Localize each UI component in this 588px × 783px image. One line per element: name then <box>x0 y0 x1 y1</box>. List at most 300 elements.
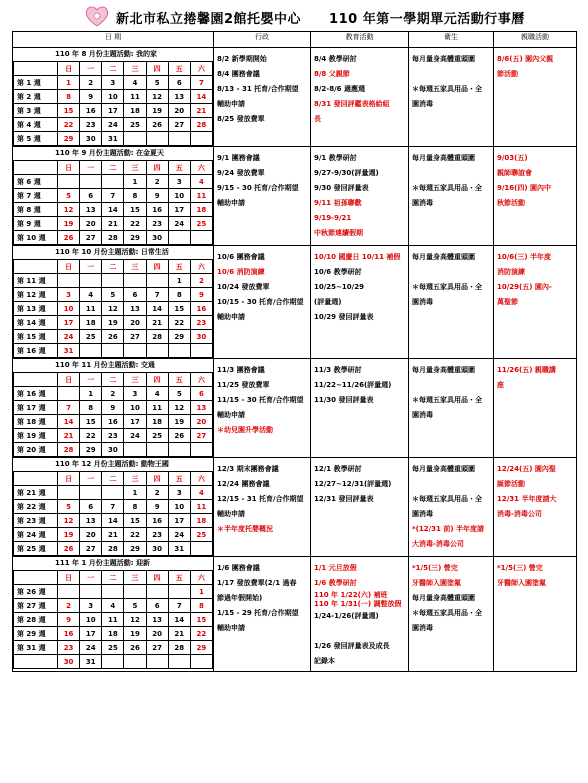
education-activities-cell-content <box>311 458 408 509</box>
weekday-label: 五 <box>168 571 190 585</box>
week-row <box>14 655 213 669</box>
week-label: 第 21 週 <box>14 486 58 500</box>
calendar-day: 29 <box>124 231 146 245</box>
admin-activities-cell-content <box>214 557 310 638</box>
calendar-day: 8 <box>190 599 212 613</box>
calendar-day <box>102 175 124 189</box>
event-line: 10/24 發放費單 <box>217 283 270 291</box>
education-activities-cell-content <box>311 48 408 129</box>
calendar-day: 1 <box>58 76 80 90</box>
weekday-label: 二 <box>102 260 124 274</box>
calendar-day: 18 <box>146 415 168 429</box>
calendar-day: 4 <box>190 486 212 500</box>
week-label-header <box>14 161 58 175</box>
event-line <box>412 265 490 280</box>
event-line: 9/30 發回評量表 <box>314 184 369 192</box>
calendar-day: 8 <box>124 189 146 203</box>
calendar-day: 8 <box>80 401 102 415</box>
calendar-day: 26 <box>146 118 168 132</box>
calendar-day: 23 <box>58 641 80 655</box>
week-row <box>14 175 213 189</box>
event-line: 輔助申請 <box>217 411 245 419</box>
event-line: 園消毒 <box>412 199 433 207</box>
calendar-day: 8 <box>58 90 80 104</box>
event-line: 10/6 教學研討 <box>314 268 362 276</box>
week-label: 第 12 週 <box>14 288 58 302</box>
calendar-day: 13 <box>80 203 102 217</box>
weekday-label: 六 <box>190 161 212 175</box>
calendar-day: 14 <box>58 415 80 429</box>
calendar-day: 3 <box>124 387 146 401</box>
calendar-day: 4 <box>146 387 168 401</box>
week-label: 第 2 週 <box>14 90 58 104</box>
weekday-label: 三 <box>124 472 146 486</box>
week-row <box>14 302 213 316</box>
calendar-day: 19 <box>58 528 80 542</box>
calendar-day <box>124 655 146 669</box>
calendar-day: 15 <box>168 302 190 316</box>
event-line: 長 <box>314 115 321 123</box>
week-label: 第 3 週 <box>14 104 58 118</box>
schedule-header-row <box>13 32 577 48</box>
week-label-header <box>14 571 58 585</box>
admin-activities-cell-content <box>214 246 310 327</box>
calendar-day <box>124 344 146 358</box>
weekday-label: 四 <box>146 260 168 274</box>
event-line: 1/24-1/26(評量週) <box>314 612 379 620</box>
calendar-day: 27 <box>190 429 212 443</box>
weekday-label: 一 <box>80 472 102 486</box>
calendar-day: 30 <box>102 443 124 457</box>
calendar-day: 18 <box>80 316 102 330</box>
event-line: 消毒-消毒公司 <box>497 510 542 518</box>
calendar-day: 28 <box>190 118 212 132</box>
event-line: 12/15 - 31 托育/合作期望 <box>217 495 304 503</box>
calendar-day: 22 <box>190 627 212 641</box>
calendar-day: 3 <box>58 288 80 302</box>
week-row <box>14 217 213 231</box>
calendar-day: 17 <box>124 415 146 429</box>
calendar-day: 10 <box>58 302 80 316</box>
event-line: 1/17 發放費單(2/1 過春 <box>217 579 297 587</box>
event-line: 1/26 發回評量表及成長 <box>314 642 390 650</box>
calendar-day <box>102 486 124 500</box>
event-line: 園消毒 <box>412 510 433 518</box>
weekday-label: 日 <box>58 373 80 387</box>
weekday-label: 四 <box>146 472 168 486</box>
calendar-day <box>146 443 168 457</box>
calendar-day <box>58 486 80 500</box>
calendar-day <box>190 231 212 245</box>
calendar-day: 29 <box>124 542 146 556</box>
week-label-header <box>14 472 58 486</box>
column-header-hygiene: 衛生 <box>409 32 494 48</box>
event-line: 每月量身高體重頭圍 <box>412 465 475 473</box>
week-label <box>14 655 58 669</box>
calendar-day: 2 <box>102 387 124 401</box>
event-line: 園消毒 <box>412 298 433 306</box>
calendar-day: 8 <box>168 288 190 302</box>
calendar-day: 22 <box>124 528 146 542</box>
event-line: ＊每週五家具用品・全 <box>412 609 482 617</box>
week-label: 第 8 週 <box>14 203 58 217</box>
weekday-label: 二 <box>102 62 124 76</box>
parent-activities-cell-content <box>494 557 576 593</box>
calendar-day <box>80 175 102 189</box>
weekday-label: 一 <box>80 62 102 76</box>
event-line: 8/6(五) 園內父親 <box>497 55 554 63</box>
event-line: 親師聯誼會 <box>497 169 532 177</box>
weekday-label: 六 <box>190 62 212 76</box>
event-line: 8/8 父親節 <box>314 70 350 78</box>
event-line: 11/22~11/26(評量週) <box>314 381 392 389</box>
month-calendar-cell <box>13 147 214 246</box>
weekday-header-row <box>14 571 213 585</box>
event-line: ＊每週五家具用品・全 <box>412 283 482 291</box>
event-line: 12/24(五) 園內聖 <box>497 465 556 473</box>
weekday-label: 五 <box>168 161 190 175</box>
calendar-day: 11 <box>190 189 212 203</box>
calendar-day <box>80 486 102 500</box>
calendar-day: 8 <box>124 500 146 514</box>
calendar-day: 21 <box>58 429 80 443</box>
calendar-day: 9 <box>190 288 212 302</box>
calendar-day: 12 <box>124 613 146 627</box>
calendar-day: 27 <box>80 231 102 245</box>
admin-activities-cell-content <box>214 147 310 213</box>
calendar-day: 28 <box>102 542 124 556</box>
week-row <box>14 330 213 344</box>
parent-activities-cell <box>494 147 577 246</box>
calendar-day: 7 <box>58 401 80 415</box>
week-row <box>14 599 213 613</box>
event-line: 牙醫師入園塗氟 <box>412 579 461 587</box>
weekday-label: 四 <box>146 373 168 387</box>
month-row <box>13 458 577 557</box>
calendar-day: 21 <box>190 104 212 118</box>
week-label: 第 7 週 <box>14 189 58 203</box>
calendar-day: 5 <box>58 189 80 203</box>
event-line: 8/4 教學研討 <box>314 55 357 63</box>
weekday-header-row <box>14 260 213 274</box>
event-line: 輔助申請 <box>217 199 245 207</box>
calendar-day <box>124 132 146 146</box>
event-line: 園消毒 <box>412 624 433 632</box>
event-line: 12/3 期末團務會議 <box>217 465 279 473</box>
week-label: 第 13 週 <box>14 302 58 316</box>
weekday-label: 日 <box>58 472 80 486</box>
calendar-day: 10 <box>80 613 102 627</box>
admin-activities-cell <box>214 557 311 672</box>
calendar-day: 20 <box>80 528 102 542</box>
weekday-label: 五 <box>168 62 190 76</box>
event-line: 節過年假開始) <box>217 594 263 602</box>
weekday-label: 四 <box>146 161 168 175</box>
weekday-label: 一 <box>80 161 102 175</box>
calendar-day: 5 <box>58 500 80 514</box>
education-activities-cell <box>311 246 409 359</box>
week-label: 第 15 週 <box>14 330 58 344</box>
education-activities-cell-content <box>311 557 408 671</box>
event-line: 11/26(五) 親職講 <box>497 366 556 374</box>
month-row <box>13 48 577 147</box>
week-row <box>14 274 213 288</box>
column-header-parent: 親職活動 <box>494 32 577 48</box>
week-label: 第 29 週 <box>14 627 58 641</box>
event-line: 每月量身高體重頭圍 <box>412 594 475 602</box>
calendar-day: 11 <box>102 613 124 627</box>
event-line: 11/3 教學研討 <box>314 366 362 374</box>
calendar-day: 2 <box>58 599 80 613</box>
calendar-day: 12 <box>168 401 190 415</box>
week-row <box>14 528 213 542</box>
event-line: *(12/31 前) 半年度請 <box>412 525 484 533</box>
hygiene-cell <box>409 557 494 672</box>
parent-activities-cell <box>494 246 577 359</box>
parent-activities-cell-content <box>494 359 576 395</box>
calendar-day: 2 <box>80 76 102 90</box>
week-label-header <box>14 62 58 76</box>
calendar-day: 29 <box>168 330 190 344</box>
event-line: 9/15 - 30 托育/合作期望 <box>217 184 299 192</box>
week-label: 第 20 週 <box>14 443 58 457</box>
calendar-day: 13 <box>190 401 212 415</box>
calendar-day: 18 <box>102 627 124 641</box>
week-row <box>14 203 213 217</box>
event-line: ＊幼兒園升學活動 <box>217 426 273 434</box>
event-line: ＊每週五家具用品・全 <box>412 85 482 93</box>
week-label: 第 4 週 <box>14 118 58 132</box>
calendar-day: 23 <box>146 217 168 231</box>
calendar-day: 20 <box>168 104 190 118</box>
event-line: *1/5(三) 營完 <box>412 564 458 572</box>
calendar-day: 1 <box>124 486 146 500</box>
event-line: 8/2-8/6 適應週 <box>314 85 365 93</box>
calendar-day: 17 <box>168 514 190 528</box>
week-row <box>14 316 213 330</box>
calendar-day: 10 <box>102 90 124 104</box>
event-line: 園消毒 <box>412 411 433 419</box>
calendar-day: 7 <box>146 288 168 302</box>
weekday-label: 一 <box>80 260 102 274</box>
weekday-label: 三 <box>124 161 146 175</box>
event-line: *1/5(三) 營完 <box>497 564 543 572</box>
week-row <box>14 231 213 245</box>
calendar-day <box>168 132 190 146</box>
week-label: 第 31 週 <box>14 641 58 655</box>
calendar-day: 6 <box>80 189 102 203</box>
calendar-day: 5 <box>168 387 190 401</box>
calendar-day: 19 <box>58 217 80 231</box>
event-line: 8/2 新學期開始 <box>217 55 267 63</box>
calendar-day: 15 <box>124 203 146 217</box>
month-calendar-cell <box>13 48 214 147</box>
event-line: 9/16(四) 園內中 <box>497 184 552 192</box>
event-line: ＊每週五家具用品・全 <box>412 396 482 404</box>
calendar-day: 20 <box>146 627 168 641</box>
calendar-day: 24 <box>80 641 102 655</box>
event-line: (評量週) <box>314 298 342 306</box>
event-line <box>412 67 490 82</box>
calendar-day <box>124 274 146 288</box>
calendar-day: 3 <box>168 175 190 189</box>
event-line: 節活動 <box>497 70 518 78</box>
calendar-day: 11 <box>80 302 102 316</box>
event-line: 11/25 發放費單 <box>217 381 270 389</box>
calendar-day: 10 <box>124 401 146 415</box>
week-row <box>14 118 213 132</box>
event-line: ＊每週五家具用品・全 <box>412 184 482 192</box>
calendar-day <box>190 344 212 358</box>
event-line: 8/25 發放費單 <box>217 115 265 123</box>
calendar-day: 13 <box>124 302 146 316</box>
calendar-day <box>190 655 212 669</box>
weekday-label: 六 <box>190 472 212 486</box>
week-label: 第 23 週 <box>14 514 58 528</box>
week-row <box>14 429 213 443</box>
hygiene-cell-content <box>409 246 493 312</box>
calendar-day: 26 <box>102 330 124 344</box>
education-activities-cell-content <box>311 246 408 327</box>
month-theme-title: 110 年 11 月份主題活動: 交通 <box>55 361 155 369</box>
calendar-day: 26 <box>124 641 146 655</box>
month-calendar <box>13 372 213 457</box>
event-line: 9/24 發放費單 <box>217 169 265 177</box>
education-activities-cell <box>311 359 409 458</box>
hygiene-cell <box>409 147 494 246</box>
calendar-day: 22 <box>80 429 102 443</box>
parent-activities-cell-content <box>494 147 576 213</box>
week-label: 第 16 週 <box>14 344 58 358</box>
calendar-day: 9 <box>146 189 168 203</box>
calendar-day: 24 <box>124 429 146 443</box>
calendar-day: 30 <box>146 542 168 556</box>
hygiene-cell-content <box>409 48 493 114</box>
calendar-day: 4 <box>102 599 124 613</box>
calendar-day: 6 <box>190 387 212 401</box>
week-label: 第 26 週 <box>14 585 58 599</box>
calendar-day: 3 <box>168 486 190 500</box>
week-row <box>14 585 213 599</box>
calendar-day: 19 <box>168 415 190 429</box>
calendar-day: 16 <box>58 627 80 641</box>
event-line: 10/15 - 30 托育/合作期望 <box>217 298 304 306</box>
calendar-day <box>80 274 102 288</box>
calendar-day: 23 <box>102 429 124 443</box>
month-calendar <box>13 259 213 358</box>
weekday-label: 二 <box>102 161 124 175</box>
calendar-day <box>190 132 212 146</box>
month-calendar <box>13 471 213 556</box>
calendar-day: 18 <box>190 514 212 528</box>
weekday-header-row <box>14 62 213 76</box>
event-line: 11/3 團務會議 <box>217 366 265 374</box>
event-line: 8/4 團務會議 <box>217 70 260 78</box>
event-line: 消防演練 <box>497 268 525 276</box>
month-calendar-cell <box>13 359 214 458</box>
calendar-day: 25 <box>124 118 146 132</box>
calendar-day: 7 <box>102 189 124 203</box>
calendar-day: 5 <box>124 599 146 613</box>
admin-activities-cell-content <box>214 359 310 440</box>
week-row <box>14 189 213 203</box>
event-line: 9/27-9/30(評量週) <box>314 169 379 177</box>
month-calendar <box>13 61 213 146</box>
calendar-day: 4 <box>80 288 102 302</box>
calendar-day: 10 <box>168 500 190 514</box>
calendar-day: 16 <box>190 302 212 316</box>
calendar-day: 11 <box>190 500 212 514</box>
calendar-day: 30 <box>80 132 102 146</box>
week-row <box>14 641 213 655</box>
weekday-label: 一 <box>80 571 102 585</box>
week-label-header <box>14 260 58 274</box>
week-row <box>14 415 213 429</box>
event-line: 輔助申請 <box>217 313 245 321</box>
calendar-day: 25 <box>190 217 212 231</box>
week-label: 第 10 週 <box>14 231 58 245</box>
week-label: 第 25 週 <box>14 542 58 556</box>
calendar-day: 25 <box>146 429 168 443</box>
event-line: 每月量身高體重頭圍 <box>412 55 475 63</box>
calendar-day: 16 <box>102 415 124 429</box>
calendar-day <box>102 655 124 669</box>
calendar-day <box>168 585 190 599</box>
weekday-label: 二 <box>102 472 124 486</box>
calendar-day: 7 <box>190 76 212 90</box>
weekday-label: 三 <box>124 62 146 76</box>
event-line: 1/6 教學研討 <box>314 579 357 587</box>
weekday-label: 三 <box>124 260 146 274</box>
calendar-day: 19 <box>102 316 124 330</box>
week-row <box>14 387 213 401</box>
month-theme-title: 110 年 8 月份主題活動: 我的家 <box>55 50 158 58</box>
calendar-day: 20 <box>80 217 102 231</box>
admin-activities-cell <box>214 359 311 458</box>
calendar-day: 31 <box>168 542 190 556</box>
calendar-day: 21 <box>146 316 168 330</box>
calendar-day: 21 <box>102 528 124 542</box>
admin-activities-cell-content <box>214 458 310 539</box>
week-label: 第 16 週 <box>14 387 58 401</box>
calendar-day <box>168 231 190 245</box>
calendar-day: 3 <box>80 599 102 613</box>
event-line: 中秋節連續假期 <box>314 229 363 237</box>
week-label: 第 18 週 <box>14 415 58 429</box>
calendar-day: 28 <box>146 330 168 344</box>
calendar-day: 22 <box>58 118 80 132</box>
calendar-day: 9 <box>58 613 80 627</box>
calendar-day <box>80 344 102 358</box>
calendar-day: 14 <box>102 514 124 528</box>
weekday-header-row <box>14 472 213 486</box>
event-line: 8/31 發回評鑑表格給組 <box>314 100 390 108</box>
heart-logo-icon <box>84 4 110 28</box>
hygiene-cell <box>409 246 494 359</box>
admin-activities-cell <box>214 246 311 359</box>
weekday-header-row <box>14 373 213 387</box>
column-header-admin: 行政 <box>214 32 311 48</box>
calendar-day: 26 <box>58 542 80 556</box>
week-row <box>14 613 213 627</box>
calendar-day: 27 <box>168 118 190 132</box>
month-theme-title: 111 年 1 月份主題活動: 迎新 <box>55 559 151 567</box>
calendar-day: 14 <box>168 613 190 627</box>
calendar-day: 10 <box>168 189 190 203</box>
month-row <box>13 246 577 359</box>
weekday-label: 六 <box>190 373 212 387</box>
calendar-day <box>58 585 80 599</box>
